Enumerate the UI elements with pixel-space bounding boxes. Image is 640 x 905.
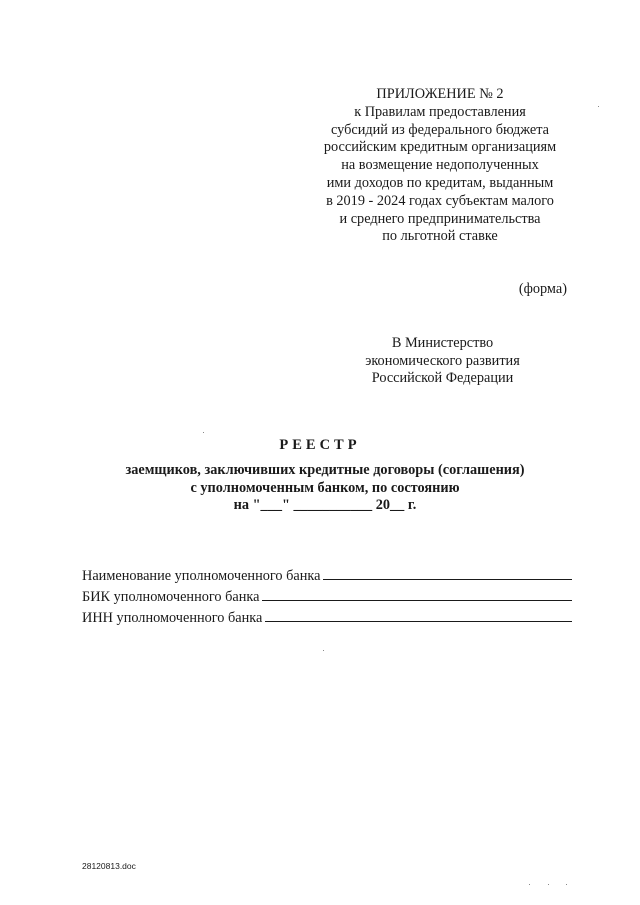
subtitle-line: с уполномоченным банком, по состоянию <box>190 479 460 496</box>
scan-speck <box>203 432 204 433</box>
appendix-line: в 2019 - 2024 годах субъектам малого <box>326 192 554 209</box>
bank-bik-field <box>82 587 572 608</box>
bank-fields <box>82 566 572 629</box>
scan-speck <box>598 106 599 107</box>
appendix-line: российским кредитным организациям <box>323 139 557 156</box>
bank-bik-blank-line[interactable] <box>262 587 572 601</box>
appendix-line: на возмещение недополученных <box>341 157 539 174</box>
field-label: БИК уполномоченного банка <box>82 589 260 605</box>
document-title: РЕЕСТР <box>279 437 361 453</box>
document-subtitle <box>0 462 640 515</box>
addressee-line: Российской Федерации <box>371 370 514 386</box>
appendix-line: к Правилам предоставления <box>354 103 526 120</box>
appendix-line: и среднего предпринимательства <box>339 210 541 227</box>
appendix-line: ими доходов по кредитам, выданным <box>326 174 554 191</box>
bank-name-blank-line[interactable] <box>323 566 572 580</box>
appendix-header <box>305 86 575 246</box>
bank-inn-field <box>82 608 572 629</box>
appendix-line: по льготной ставке <box>382 228 498 245</box>
bank-name-field <box>82 566 572 587</box>
scan-speck <box>548 884 549 885</box>
footer-filename: 28120813.doc <box>82 861 136 871</box>
bank-inn-blank-line[interactable] <box>265 608 572 622</box>
scan-speck <box>323 650 324 651</box>
appendix-line: ПРИЛОЖЕНИЕ № 2 <box>376 86 504 102</box>
addressee-line: экономического развития <box>365 352 520 369</box>
field-label: ИНН уполномоченного банка <box>82 610 263 626</box>
subtitle-line: заемщиков, заключивших кредитные договоры (соглашения) <box>125 462 525 478</box>
subtitle-line: на "___" ___________ 20__ г. <box>233 497 417 513</box>
appendix-line: субсидий из федерального бюджета <box>330 121 550 138</box>
addressee-line: В Министерство <box>391 335 494 351</box>
scan-speck <box>566 884 567 885</box>
form-label: (форма) <box>518 281 567 297</box>
field-label: Наименование уполномоченного банка <box>82 568 321 584</box>
addressee-block <box>345 335 540 388</box>
scan-speck <box>529 884 530 885</box>
